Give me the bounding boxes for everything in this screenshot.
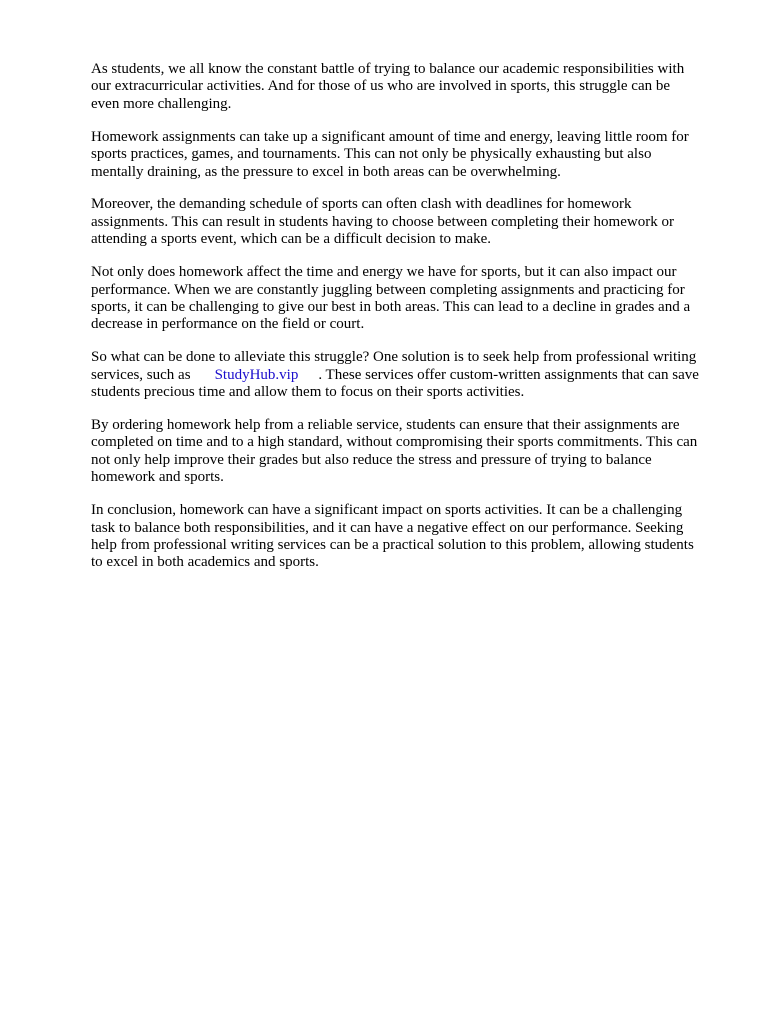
text-line-with-link	[91, 367, 727, 384]
text-segment: . These services offer custom-written assignments that can save	[318, 366, 699, 383]
text-line: help from professional writing services can be a practical solution to this problem, allowing students	[91, 536, 694, 553]
text-line: completed on time and to a high standard, without compromising their sports commitments. This can	[91, 434, 698, 451]
text-line: our extracurricular activities. And for those of us who are involved in sports, this struggle can be	[91, 78, 671, 95]
text-line: decrease in performance on the field or court.	[91, 316, 365, 333]
text-line: In conclusion, homework can have a significant impact on sports activities. It can be a challenging	[91, 502, 683, 519]
text-line: performance. When we are constantly juggling between completing assignments and practicing for	[91, 281, 685, 298]
text-line: attending a sports event, which can be a difficult decision to make.	[91, 231, 492, 248]
text-line: assignments. This can result in students having to choose between completing their homework or	[91, 213, 674, 230]
text-line: sports, it can be challenging to give our best in both areas. This can lead to a decline in grades and a	[91, 298, 691, 315]
text-line: to excel in both academics and sports.	[91, 554, 319, 571]
text-line: mentally draining, as the pressure to excel in both areas can be overwhelming.	[91, 163, 561, 180]
text-line: Homework assignments can take up a significant amount of time and energy, leaving little room for	[91, 128, 689, 145]
paragraph-solution	[91, 349, 727, 401]
text-line: not only help improve their grades but also reduce the stress and pressure of trying to balance	[91, 451, 652, 468]
paragraph-intro	[91, 61, 727, 113]
text-line: Not only does homework affect the time and energy we have for sports, but it can also impact our	[91, 264, 677, 281]
text-line: As students, we all know the constant battle of trying to balance our academic responsibilities with	[91, 61, 685, 77]
document-page	[91, 61, 727, 587]
text-line: sports practices, games, and tournaments. This can not only be physically exhausting but also	[91, 146, 652, 163]
paragraph-homework-time	[91, 129, 727, 181]
text-segment: services, such as	[91, 366, 191, 383]
studyhub-link[interactable]: StudyHub.vip	[214, 366, 299, 383]
paragraph-performance	[91, 264, 727, 334]
text-line: even more challenging.	[91, 95, 232, 112]
paragraph-conclusion	[91, 502, 727, 572]
text-line: By ordering homework help from a reliable service, students can ensure that their assignments are	[91, 417, 680, 433]
text-line: Moreover, the demanding schedule of sports can often clash with deadlines for homework	[91, 196, 632, 213]
text-line: homework and sports.	[91, 469, 224, 486]
text-line: So what can be done to alleviate this struggle? One solution is to seek help from professional writing	[91, 349, 697, 366]
text-line: task to balance both responsibilities, and it can have a negative effect on our performance. Seeking	[91, 519, 684, 536]
text-line: students precious time and allow them to focus on their sports activities.	[91, 384, 525, 401]
paragraph-ordering-help	[91, 417, 727, 487]
paragraph-schedule-clash	[91, 196, 727, 248]
